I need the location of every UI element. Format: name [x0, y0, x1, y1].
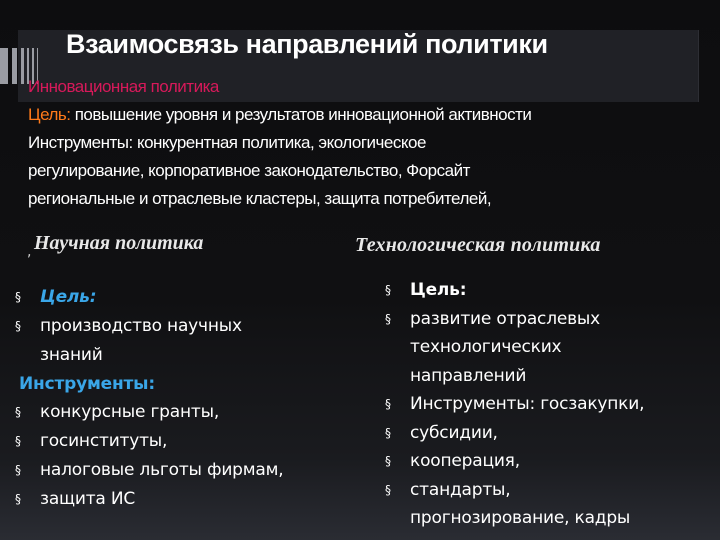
technology-policy-heading: Технологическая политика [355, 234, 601, 256]
stray-comma: , [27, 244, 32, 260]
science-tools-label: Инструменты: [19, 374, 155, 394]
list-item: § кооперация, [385, 447, 715, 476]
list-item: § стандарты, [385, 476, 715, 505]
list-item: § Цель: [385, 276, 715, 305]
list-item: § производство научных [15, 312, 345, 341]
innovation-line-3: региональные и отраслевые кластеры, защита потребителей, [28, 189, 492, 208]
list-item: § госинституты, [15, 427, 345, 456]
list-item: § конкурсные гранты, [15, 398, 345, 427]
list-item: § развитие отраслевых [385, 305, 715, 334]
square-bullet-icon: § [15, 405, 21, 419]
square-bullet-icon: § [15, 463, 21, 477]
list-item: § субсидии, [385, 419, 715, 448]
list-item-continuation: технологических [410, 337, 562, 357]
innovation-goal-text: повышение уровня и результатов инновационной активности [70, 105, 532, 124]
square-bullet-icon: § [385, 397, 391, 411]
list-item: § защита ИС [15, 485, 345, 514]
list-item: § налоговые льготы фирмам, [15, 456, 345, 485]
science-policy-list [15, 283, 345, 514]
innovation-policy-block [28, 73, 708, 213]
innovation-line-2: регулирование, корпоративное законодательство, Форсайт [28, 161, 470, 180]
list-item-continuation: направлений [410, 365, 527, 386]
innovation-goal [28, 101, 708, 129]
square-bullet-icon: § [385, 283, 391, 297]
square-bullet-icon: § [385, 454, 391, 468]
square-bullet-icon: § [15, 434, 21, 448]
technology-policy-list [385, 276, 715, 533]
innovation-line-1: Инструменты: конкурентная политика, экологическое [28, 133, 426, 152]
square-bullet-icon: § [385, 482, 391, 497]
list-item-continuation: знаний [40, 345, 103, 365]
innovation-heading: Инновационная политика [28, 77, 219, 96]
square-bullet-icon: § [15, 290, 21, 304]
science-policy-heading: Научная политика [34, 232, 204, 254]
list-item-continuation: прогнозирование, кадры [410, 508, 631, 528]
square-bullet-icon: § [385, 311, 391, 326]
slide-title: Взаимосвязь направлений политики [66, 29, 548, 59]
square-bullet-icon: § [385, 425, 391, 440]
list-item: § Цель: [15, 283, 345, 312]
list-item: § Инструменты: госзакупки, [385, 390, 715, 419]
innovation-goal-label: Цель: [28, 105, 71, 124]
square-bullet-icon: § [15, 319, 21, 333]
square-bullet-icon: § [15, 492, 21, 506]
